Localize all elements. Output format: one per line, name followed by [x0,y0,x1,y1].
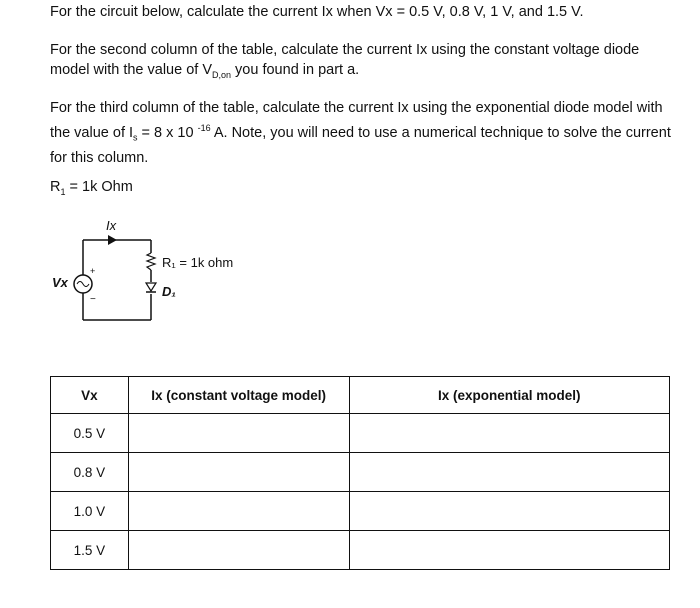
p3-text-b: using the exponential diode model with the value of [50,100,663,141]
vx-symbol: Vx [375,4,393,20]
table-row [51,453,670,492]
p3-text-a: For the third column of the table, calculate the current [50,100,398,116]
circuit-diagram [46,210,266,330]
vdon-base: V [202,62,213,78]
intro-text-c: = 0.5 V, 0.8 V, 1 V, and 1.5 V. [392,4,584,20]
p3-text-d: A. Note, you will need to use a numerical technique to solve the current for this column. [50,124,671,166]
question-paragraph-3 [50,98,680,168]
ix-label: Ix [106,218,117,233]
vx-label: Vx [52,275,68,290]
cell-ix-exponential[interactable] [349,414,670,453]
resistor-icon [147,253,155,270]
cell-vx: 0.8 V [51,453,129,492]
cell-ix-exponential[interactable] [349,453,670,492]
p3-ix-symbol: Ix [397,100,409,116]
question-line-1 [50,2,584,22]
r1-subscript: 1 [60,186,66,197]
is-base: I [129,124,134,141]
cell-ix-constant[interactable] [128,531,349,570]
minus-sign: − [90,294,96,305]
current-arrow [108,235,117,245]
table-row [51,531,670,570]
cell-vx: 0.5 V [51,414,129,453]
cell-ix-constant[interactable] [128,453,349,492]
cell-ix-exponential[interactable] [349,531,670,570]
exponent: -16 [197,123,211,133]
intro-text-a: For the circuit below, calculate the current [50,4,322,20]
p3-text-c: = 8 x 10 [137,124,198,141]
header-ix-exponential: Ix (exponential model) [349,377,670,414]
vdon-subscript: D,on [212,69,232,80]
p2-text-a: For the second column of the table, calculate the current [50,42,416,58]
r1-value: = 1k Ohm [65,179,133,195]
p2-text-c: you found in part a. [231,62,360,78]
cell-ix-exponential[interactable] [349,492,670,531]
header-vx: Vx [51,377,129,414]
is-subscript: s [133,132,138,143]
cell-ix-constant[interactable] [128,414,349,453]
ix-symbol: Ix [321,4,333,20]
plus-sign: + [90,266,96,276]
header-ix-constant: Ix (constant voltage model) [128,377,349,414]
table-row [51,414,670,453]
sine-wave-icon [77,282,89,287]
p2-ix-symbol: Ix [415,42,428,58]
cell-vx: 1.0 V [51,492,129,531]
table-header-row [51,377,670,414]
r1-base: R [50,179,61,195]
resistor-value-line [50,177,133,202]
results-table [50,376,670,570]
r1-label: R₁ = 1k ohm [162,255,234,270]
cell-ix-constant[interactable] [128,492,349,531]
diode-icon [146,283,156,291]
table-row [51,492,670,531]
d1-label: D₁ [162,284,176,299]
p2-text-b: using the constant voltage diode model with the value of [50,42,640,78]
intro-text-b: when [332,4,376,20]
cell-vx: 1.5 V [51,531,129,570]
question-paragraph-2 [50,40,670,85]
